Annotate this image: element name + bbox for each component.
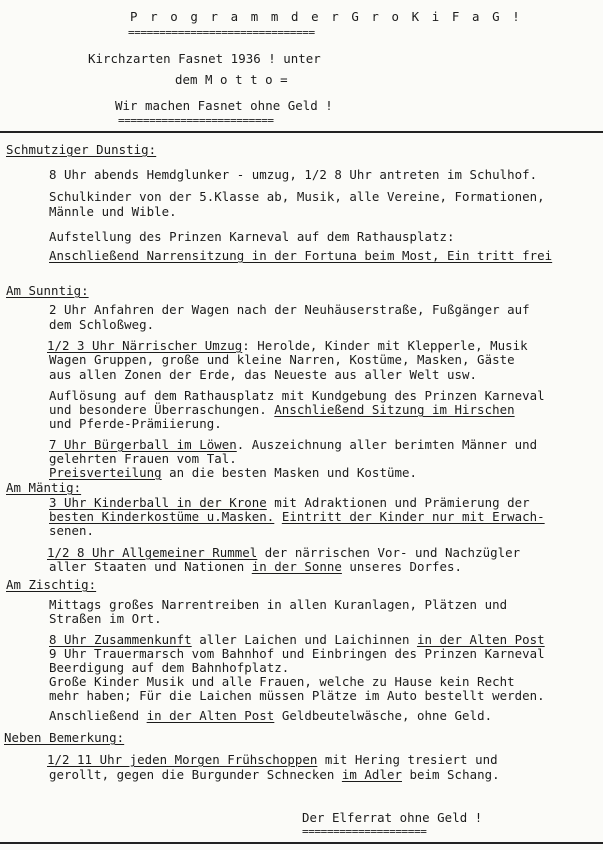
underlined-phrase: in der Sonne bbox=[251, 559, 342, 574]
text-line: senen. bbox=[49, 523, 95, 538]
text-line: aus allen Zonen der Erde, das Neueste aus aller Welt usw. bbox=[49, 367, 478, 382]
underlined-phrase: 1/2 3 Uhr Närrischer Umzug bbox=[47, 338, 243, 353]
text-line: Männle und Wible. bbox=[49, 204, 177, 219]
underlined-phrase: 1/2 8 Uhr Allgemeiner Rummel bbox=[47, 545, 258, 560]
underlined-phrase: 7 Uhr Bürgerball im Löwen bbox=[49, 437, 237, 452]
section-heading-dunstig: Schmutziger Dunstig: bbox=[6, 142, 157, 157]
text-line: 8 Uhr abends Hemdglunker - umzug, 1/2 8 Uhr antreten im Schulhof. bbox=[49, 167, 538, 182]
text-line: gerollt, gegen die Burgunder Schnecken im Adler beim Schang. bbox=[49, 767, 500, 782]
text-line: 7 Uhr Bürgerball im Löwen. Auszeichnung aller berimten Männer und bbox=[49, 437, 538, 452]
text-line: Beerdigung auf dem Bahnhofplatz. bbox=[49, 660, 290, 675]
underlined-phrase: 8 Uhr Zusammenkunft bbox=[49, 632, 192, 647]
text-line: Preisverteilung an die besten Masken und Kostüme. bbox=[49, 465, 417, 480]
text-line: 8 Uhr Zusammenkunft aller Laichen und Laichinnen in der Alten Post bbox=[49, 632, 545, 647]
text-line: aller Staaten und Nationen in der Sonne unseres Dorfes. bbox=[49, 559, 463, 574]
motto-double-rule: ========================= bbox=[118, 114, 274, 127]
text-line: Schulkinder von der 5.Klasse ab, Musik, alle Vereine, Formationen, bbox=[49, 189, 545, 204]
text-line: Wagen Gruppen, große und kleine Narren, Kostüme, Masken, Gäste bbox=[49, 352, 515, 367]
signature-double-rule: ==================== bbox=[302, 825, 427, 838]
text-line: und Pferde-Prämiierung. bbox=[49, 416, 222, 431]
motto-line: dem M o t t o = bbox=[175, 72, 288, 87]
underlined-phrase: 1/2 11 Uhr jeden Morgen Frühschoppen bbox=[47, 752, 318, 767]
section-heading-maentig: Am Mäntig: bbox=[6, 480, 82, 495]
underlined-phrase: 3 Uhr Kinderball in der Krone bbox=[49, 495, 267, 510]
text-line: Anschließend in der Alten Post Geldbeutelwäsche, ohne Geld. bbox=[49, 708, 493, 723]
text-line: 1/2 8 Uhr Allgemeiner Rummel der närrischen Vor- und Nachzügler bbox=[47, 545, 521, 560]
text-line: Auflösung auf dem Rathausplatz mit Kundgebung des Prinzen Karneval bbox=[49, 388, 545, 403]
underlined-phrase: im Adler bbox=[341, 767, 402, 782]
text-line: dem Schloßweg. bbox=[49, 317, 155, 332]
underlined-phrase: Preisverteilung bbox=[49, 465, 162, 480]
header-line-1: Kirchzarten Fasnet 1936 ! unter bbox=[88, 51, 321, 66]
text-line: Straßen im Ort. bbox=[49, 611, 162, 626]
section-heading-nebenbemerkung: Neben Bemerkung: bbox=[4, 730, 125, 745]
text-line: und besondere Überraschungen. Anschließend Sitzung im Hirschen bbox=[49, 402, 515, 417]
underlined-phrase: in der Alten Post bbox=[146, 708, 275, 723]
text-line: Aufstellung des Prinzen Karneval auf dem Rathausplatz: bbox=[49, 229, 455, 244]
text-line: Mittags großes Narrentreiben in allen Kuranlagen, Plätzen und bbox=[49, 597, 508, 612]
program-title: P r o g r a m m d e r G r o K i F a G ! bbox=[130, 9, 523, 24]
section-heading-zischtig: Am Zischtig: bbox=[6, 577, 97, 592]
text-line: 3 Uhr Kinderball in der Krone mit Adraktionen und Prämierung der bbox=[49, 495, 530, 510]
text-line: mehr haben; Für die Laichen müssen Plätze im Auto bestellt werden. bbox=[49, 688, 545, 703]
underlined-phrase: besten Kinderkostüme u.Masken. bbox=[49, 509, 275, 524]
underlined-phrase: in der Alten Post bbox=[416, 632, 545, 647]
section-heading-sunntig: Am Sunntig: bbox=[6, 283, 89, 298]
title-double-rule: ============================== bbox=[128, 26, 315, 39]
underlined-phrase: Eintritt der Kinder nur mit Erwach- bbox=[281, 509, 545, 524]
top-divider bbox=[0, 131, 603, 133]
text-line-underlined: Anschließend Narrensitzung in der Fortuna beim Most, Ein tritt frei bbox=[49, 248, 553, 263]
motto-text: Wir machen Fasnet ohne Geld ! bbox=[115, 98, 333, 113]
text-line: gelehrten Frauen vom Tal. bbox=[49, 451, 237, 466]
text-line: 9 Uhr Trauermarsch vom Bahnhof und Einbringen des Prinzen Karneval bbox=[49, 646, 545, 661]
underlined-phrase: Anschließend Sitzung im Hirschen bbox=[274, 402, 515, 417]
text-line: 1/2 3 Uhr Närrischer Umzug: Herolde, Kinder mit Klepperle, Musik bbox=[47, 338, 528, 353]
bottom-divider bbox=[0, 842, 603, 844]
text-line: 1/2 11 Uhr jeden Morgen Frühschoppen mit Hering tresiert und bbox=[47, 752, 498, 767]
text-line: Große Kinder Musik und alle Frauen, welche zu Hause kein Recht bbox=[49, 674, 515, 689]
text-line bbox=[49, 510, 545, 524]
signature: Der Elferrat ohne Geld ! bbox=[302, 810, 483, 825]
text-line: 2 Uhr Anfahren der Wagen nach der Neuhäuserstraße, Fußgänger auf bbox=[49, 302, 530, 317]
